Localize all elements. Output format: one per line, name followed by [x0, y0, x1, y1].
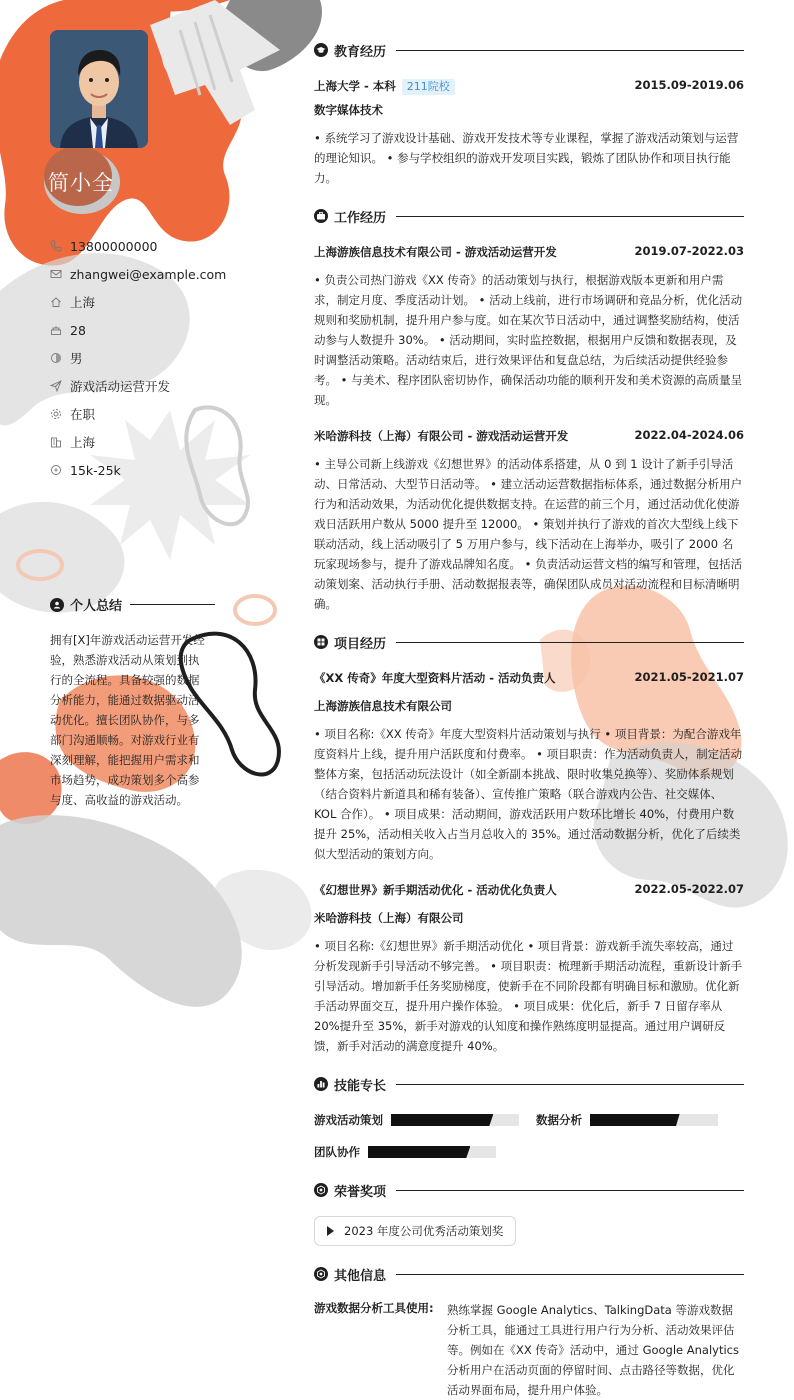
mail-icon [50, 268, 62, 280]
projects-section-title [314, 633, 744, 651]
education-tag-badge: 211院校 [402, 79, 455, 95]
other-label: 游戏数据分析工具使用: [314, 1301, 434, 1315]
info-city [50, 288, 226, 316]
project-2-date: 2022.05-2022.07 [634, 882, 744, 896]
work-item-2-header [314, 428, 744, 444]
home-icon [50, 296, 62, 308]
skill-3 [314, 1144, 496, 1160]
candidate-name: 简小全 [48, 171, 114, 195]
education-description: • 系统学习了游戏设计基础、游戏开发技术等专业课程，掌握了游戏活动策划与运营的理论知识。 • 参与学校组织的游戏开发项目实践，锻炼了团队协作和项目执行能力。 [314, 131, 739, 185]
age-icon [50, 324, 62, 336]
education-date: 2015.09-2019.06 [634, 78, 744, 92]
info-salary [50, 456, 226, 484]
project-2-name: 《幻想世界》新手期活动优化 - 活动优化负责人 [314, 883, 557, 897]
work-item-1-date: 2019.07-2022.03 [634, 244, 744, 258]
info-email [50, 260, 226, 288]
info-position [50, 372, 226, 400]
salary-icon [50, 464, 62, 476]
work-item-1-header [314, 244, 744, 260]
skill-1-bar [391, 1114, 519, 1126]
projects-title-text: 项目经历 [334, 636, 387, 652]
project-1-header [314, 670, 744, 686]
project-2-header [314, 882, 744, 898]
send-icon [50, 380, 62, 392]
avatar [50, 30, 148, 148]
right-column [314, 0, 744, 1400]
avatar-portrait-icon [50, 30, 148, 148]
education-title-text: 教育经历 [334, 44, 387, 60]
project-2-org: 米哈游科技（上海）有限公司 [314, 911, 464, 925]
gender-icon [50, 352, 62, 364]
bar-chart-icon [314, 1077, 328, 1091]
project-1-name: 《XX 传奇》年度大型资料片活动 - 活动负责人 [314, 671, 556, 685]
education-section-title [314, 41, 744, 59]
other-divider [396, 1274, 744, 1275]
education-header-row [314, 78, 744, 95]
phone-icon [50, 240, 62, 252]
work-section-title [314, 207, 744, 225]
skill-3-bar-fill [368, 1146, 470, 1158]
skill-2-name: 数据分析 [536, 1113, 582, 1127]
awards-section-title [314, 1181, 744, 1199]
building-icon [50, 436, 62, 448]
info-age [50, 316, 226, 344]
award-item-1[interactable] [314, 1216, 516, 1246]
info-phone-text: 13800000000 [70, 238, 158, 254]
other-title-text: 其他信息 [334, 1268, 387, 1284]
skill-3-name: 团队协作 [314, 1145, 360, 1159]
info-work-city-text: 上海 [70, 435, 96, 450]
info-position-text: 游戏活动运营开发 [70, 379, 171, 394]
info-icon [314, 1267, 328, 1281]
skills-section-title [314, 1075, 744, 1093]
contact-info-list [50, 232, 226, 484]
awards-divider [396, 1190, 744, 1191]
other-value: 熟练掌握 Google Analytics、TalkingData 等游戏数据分析工具，能通过工具进行用户行为分析、活动效果评估等。例如在《XX 传奇》活动中，通过 Google Analytics 分析用户在活动页面的停留时间、点击路径等数据，优化活动界面布局，提升用户体验。 [447, 1303, 739, 1397]
other-section-title [314, 1265, 744, 1283]
info-phone [50, 232, 226, 260]
info-status [50, 400, 226, 428]
education-divider [396, 50, 744, 51]
summary-title-text: 个人总结 [70, 599, 123, 614]
summary-text: 拥有[X]年游戏活动运营开发经验，熟悉游戏活动从策划到执行的全流程。具备较强的数据分析能力，能通过数据驱动活动优化。擅长团队协作，与多部门沟通顺畅。对游戏行业有深刻理解，能把握用户需求和市场趋势，成功策划多个高参与度、高收益的游戏活动。 [50, 633, 205, 807]
projects-divider [396, 642, 744, 643]
education-school: 上海大学 - 本科 [314, 79, 396, 93]
skill-2-bar-fill [590, 1114, 680, 1126]
info-age-text: 28 [70, 322, 86, 338]
skill-2-bar [590, 1114, 718, 1126]
awards-title-text: 荣誉奖项 [334, 1184, 387, 1200]
skill-1 [314, 1112, 519, 1128]
project-1-date: 2021.05-2021.07 [634, 670, 744, 684]
briefcase-icon [314, 209, 328, 223]
left-column [0, 0, 260, 1400]
status-icon [50, 408, 62, 420]
skill-1-name: 游戏活动策划 [314, 1113, 383, 1127]
skill-2 [536, 1112, 718, 1128]
info-email-text: zhangwei@example.com [70, 266, 227, 282]
info-gender-text: 男 [70, 351, 83, 366]
summary-section-title [50, 595, 215, 614]
info-gender [50, 344, 226, 372]
info-salary-text: 15k-25k [70, 462, 121, 478]
skills-title-text: 技能专长 [334, 1078, 387, 1094]
work-item-2-date: 2022.04-2024.06 [634, 428, 744, 442]
work-item-1-description: • 负责公司热门游戏《XX 传奇》的活动策划与执行，根据游戏版本更新和用户需求，制定月度、季度活动计划。 • 活动上线前，进行市场调研和竞品分析，优化活动规则和奖励机制，提升用户参与度。如在某次节日活动中，通过调整奖励结构，使活动参与人数提升 30%。 • 活动期间，实时监控数据，根据用户反馈和数据表现，及时调整活动策略。活动结束后，进行效果评估和复盘总结，为后续活动提供经验参考。 • 与美术、程序团队密切协作，确保活动功能的顺利开发和美术资源的高质量呈现。 [314, 273, 743, 407]
skills-divider [396, 1084, 744, 1085]
award-icon [314, 1183, 328, 1197]
info-city-text: 上海 [70, 295, 96, 310]
work-item-1-company: 上海游族信息技术有限公司 - 游戏活动运营开发 [314, 245, 557, 259]
play-triangle-icon [327, 1226, 334, 1236]
grid-icon [314, 635, 328, 649]
education-major: 数字媒体技术 [314, 103, 383, 117]
work-item-2-description: • 主导公司新上线游戏《幻想世界》的活动体系搭建，从 0 到 1 设计了新手引导活动、日常活动、大型节日活动等。 • 建立活动运营数据指标体系，通过数据分析用户行为和活动效果，为活动优化提供数据支持。在运营的前三个月，通过活动优化使游戏日活跃用户数从 5000 提升至 12000。 • 策划并执行了游戏的首次大型线上线下联动活动，线上活动吸引了 5 万用户参与，线下活动在上海举办，吸引了 2000 名玩家现场参与，提升了游戏品牌知名度。 • 负责活动运营文档的编写和管理，包括活动策划案、活动执行手册、活动数据报表等，确保团队成员对活动流程和目标清晰明确。 [314, 457, 743, 611]
user-icon [50, 598, 64, 612]
info-status-text: 在职 [70, 407, 96, 422]
work-title-text: 工作经历 [334, 210, 387, 226]
project-2-description: • 项目名称:《幻想世界》新手期活动优化 • 项目背景：游戏新手流失率较高，通过分析发现新手引导活动不够完善。 • 项目职责：梳理新手期活动流程，重新设计新手引导活动。增加新手任务奖励梯度，使新手在不同阶段都有明确目标和激励。优化新手活动界面交互，提升用户操作体验。 • 项目成果：优化后，新手 7 日留存率从 20%提升至 35%，新手对游戏的认知度和操作熟练度明显提高。通过用户调研反馈，新手对活动的满意度提升 40%。 [314, 939, 743, 1053]
project-1-org: 上海游族信息技术有限公司 [314, 699, 452, 713]
work-divider [396, 216, 744, 217]
project-1-description: • 项目名称:《XX 传奇》年度大型资料片活动策划与执行 • 项目背景：为配合游戏年度资料片上线，提升用户活跃度和付费率。 • 项目职责：作为活动负责人，制定活动整体方案，包括活动玩法设计（如全新副本挑战、限时收集兑换等）、奖励体系规划（结合资料片新道具和稀有装备）、宣传推广策略（联合游戏内公告、社交媒体、KOL 合作）。 • 项目成果：活动期间，游戏活跃用户数环比增长 40%，付费用户数提升 25%，活动相关收入占当月总收入的 35%。通过活动数据分析，优化了后续类似大型活动的策划方向。 [314, 727, 743, 861]
info-work-city [50, 428, 226, 456]
work-item-2-company: 米哈游科技（上海）有限公司 - 游戏活动运营开发 [314, 429, 569, 443]
skill-3-bar [368, 1146, 496, 1158]
award-item-1-text: 2023 年度公司优秀活动策划奖 [344, 1224, 504, 1238]
graduation-cap-icon [314, 43, 328, 57]
summary-divider [130, 604, 215, 605]
skill-1-bar-fill [391, 1114, 493, 1126]
